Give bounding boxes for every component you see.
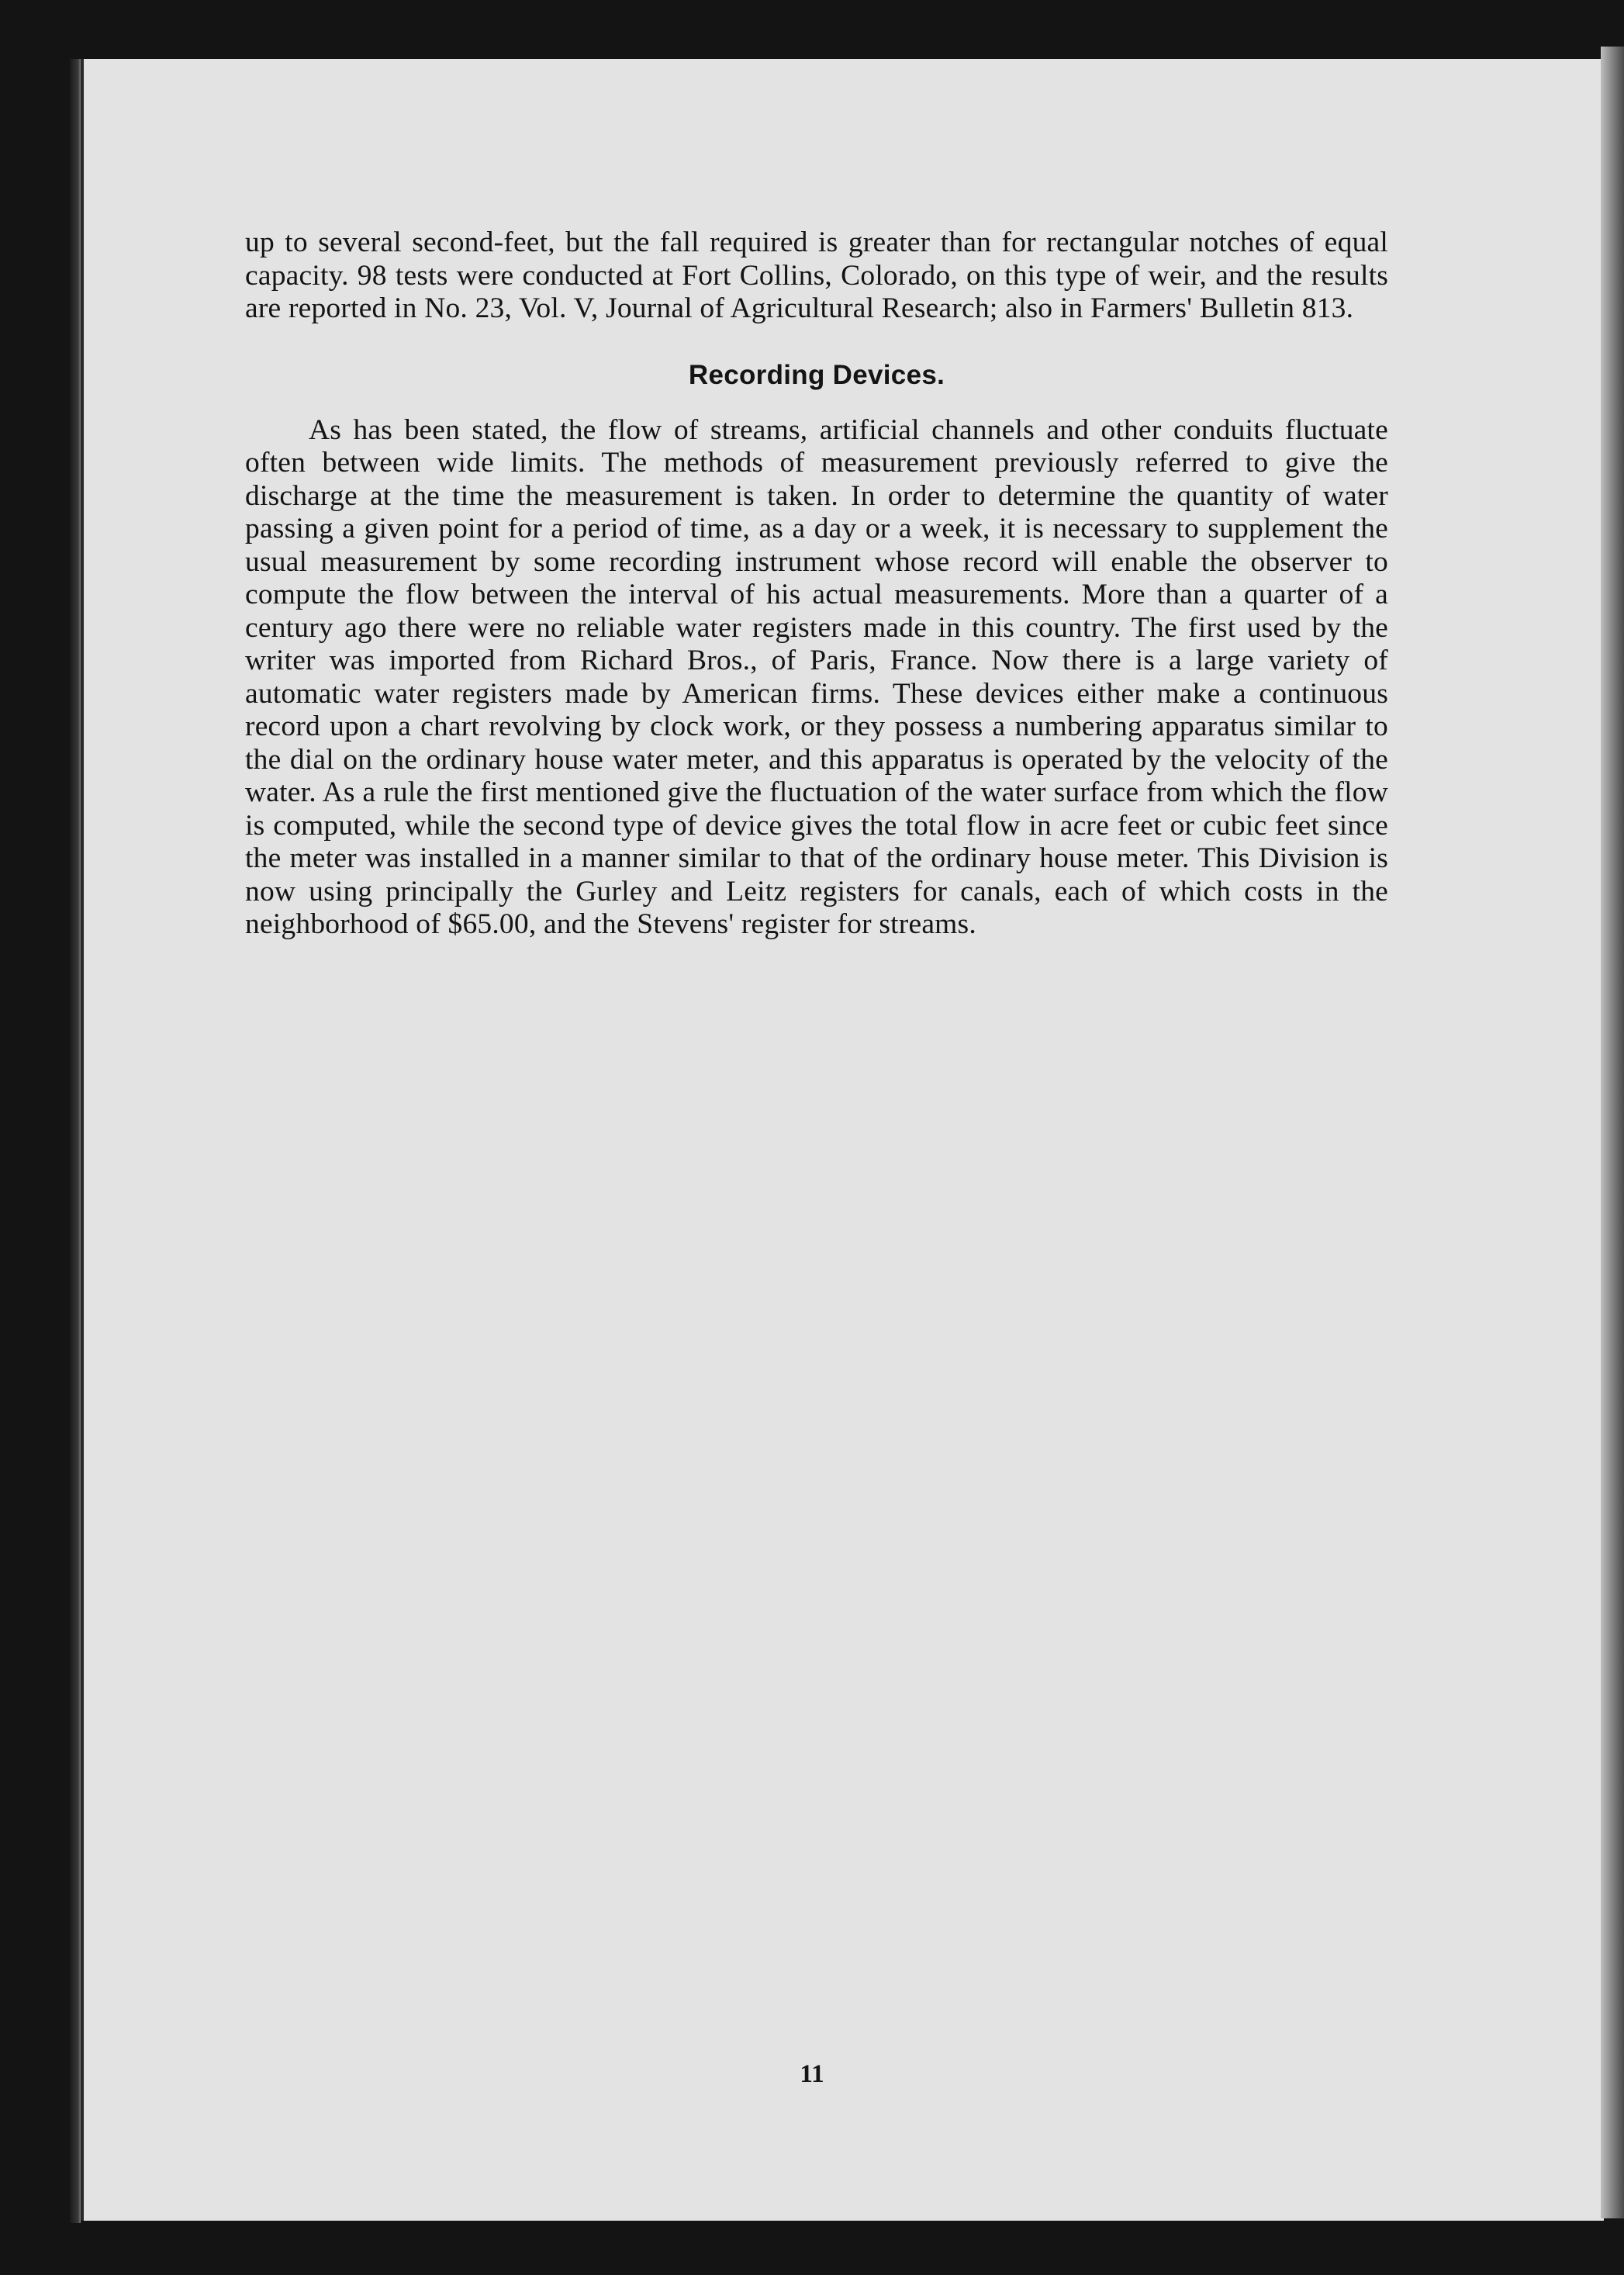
scan-bottom-edge bbox=[81, 2221, 1624, 2275]
continued-paragraph: up to several second-feet, but the fall required is greater than for rectangular notches of equal capacity. 98 tests were conducted at Fort Collins, Colorado, on this type of weir, and the results are reported in No. 23, Vol. V, Journal of Agricultural Research; also in Farmers' Bulletin 813. bbox=[245, 226, 1388, 324]
section-heading: Recording Devices. bbox=[688, 359, 945, 390]
body-paragraph: As has been stated, the flow of streams, artificial channels and other conduits fluctuate often between wide limits. The methods of measurement previously referred to give the discharge at the time the measurement is taken. In order to determine the quantity of water passing a given point for a period of time, as a day or a week, it is necessary to supplement the usual measurement by some recording instrument whose record will enable the observer to compute the flow between the interval of his actual measurements. More than a quarter of a century ago there were no reliable water registers made in this country. The first used by the writer was imported from Richard Bros., of Paris, France. Now there is a large variety of automatic water registers made by American firms. These devices either make a continuous record upon a chart revolving by clock work, or they possess a numbering apparatus similar to the dial on the ordinary house water meter, and this apparatus is operated by the velocity of the water. As a rule the first mentioned give the fluctuation of the water surface from which the flow is computed, while the second type of device gives the total flow in acre feet or cubic feet since the meter was installed in a manner similar to that of the ordinary house meter. This Division is now using principally the Gurley and Leitz registers for canals, each of which costs in the neighborhood of $65.00, and the Stevens' register for streams. bbox=[245, 413, 1388, 940]
scan-right-edge bbox=[1601, 47, 1624, 2218]
page-content bbox=[245, 226, 1388, 942]
page-number: 11 bbox=[800, 2060, 824, 2088]
